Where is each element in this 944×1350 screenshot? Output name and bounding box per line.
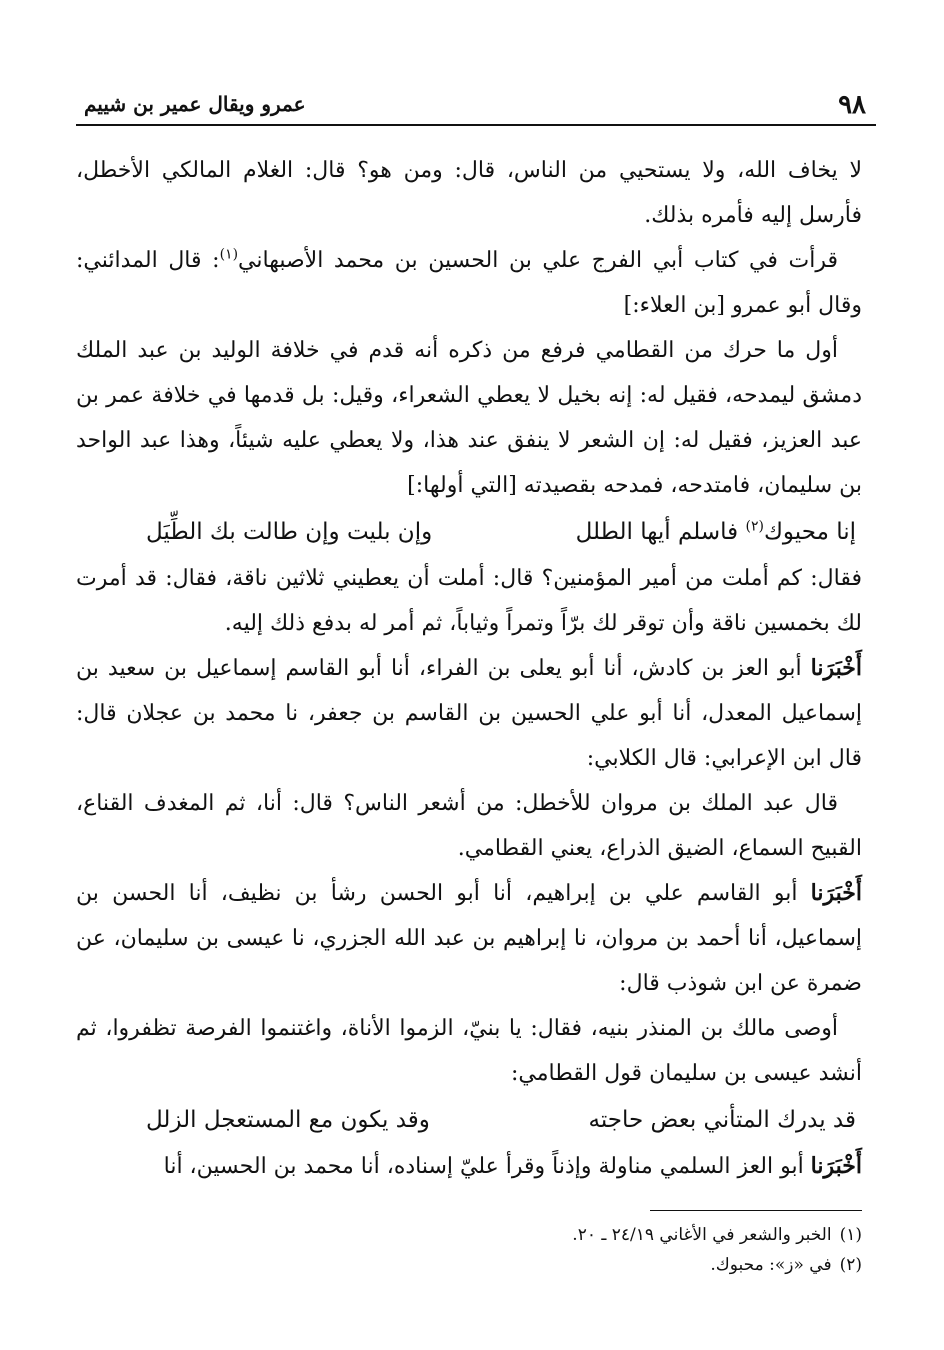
- akhbarana-lead: أَخْبَرَنا: [810, 880, 862, 906]
- verse-1: [76, 508, 862, 556]
- verse-2: [76, 1096, 862, 1144]
- paragraph-8: أوصى مالك بن المنذر بنيه، فقال: يا بنيّ، الزموا الأناة، واغتنموا الفرصة تظفروا، ثم أنشد عيسى بن سليمان قول القطامي:: [76, 1016, 862, 1086]
- verse-1-first-hemistich: [576, 508, 862, 556]
- verse-2-second-hemistich: وقد يكون مع المستعجل الزلل: [146, 1107, 430, 1133]
- akhbarana-lead: أَخْبَرَنا: [810, 655, 862, 681]
- page-header: [76, 86, 876, 126]
- main-text: [76, 148, 862, 1189]
- paragraph-9: [76, 1144, 862, 1189]
- paragraph-1: لا يخاف الله، ولا يستحيي من الناس، قال: ومن هو؟ قال: الغلام المالكي الأخطل، فأرسل إليه فأمره بذلك.: [76, 158, 862, 228]
- paragraph-4: فقال: كم أملت من أمير المؤمنين؟ قال: أملت أن يعطيني ثلاثين ناقة، فقال: قد أمرت لك بخمسين ناقة وأن توقر لك برّاً وتمراً وثياباً، ثم أمر له بدفع ذلك إليه.: [76, 566, 862, 636]
- footnote-number: (١): [839, 1225, 862, 1245]
- footnote-2: [400, 1250, 862, 1280]
- paragraph-6: قال عبد الملك بن مروان للأخطل: من أشعر الناس؟ قال: أنا، ثم المغدف القناع، القبيح السماع، الضيق الذراع، يعني القطامي.: [76, 791, 862, 861]
- verse-1-second-hemistich: وإن بليت وإن طالت بك الطِّيَل: [146, 519, 433, 545]
- verse-2-first-hemistich: قد يدرك المتأني بعض حاجته: [588, 1107, 856, 1133]
- page-number: ٩٨: [838, 90, 866, 120]
- footnote-text: في «ز»: محبوك.: [710, 1255, 832, 1275]
- footnotes: [400, 1220, 862, 1280]
- paragraph-5: [76, 646, 862, 781]
- paragraph-2-text-a: قرأت في كتاب أبي الفرج علي بن الحسين بن محمد الأصبهاني: [238, 248, 838, 273]
- paragraph-2-text-b: : قال المدائني: وقال أبو عمرو [بن العلاء:]: [76, 248, 862, 318]
- footnote-rule: [650, 1210, 862, 1211]
- paragraph-2: [76, 238, 862, 328]
- akhbarana-lead: أَخْبَرَنا: [810, 1153, 862, 1179]
- paragraph-5-text: أبو العز بن كادش، أنا أبو يعلى بن الفراء، أنا أبو القاسم إسماعيل بن سعيد بن إسماعيل المعدل، أنا أبو علي الحسين بن القاسم بن جعفر، نا محمد بن عجلان قال: قال ابن الإعرابي: قال الكلابي:: [76, 656, 862, 771]
- verse-1-first-hemistich-b: فاسلم أيها الطلل: [575, 519, 746, 545]
- paragraph-3: أول ما حرك من القطامي فرفع من ذكره أنه قدم في خلافة الوليد بن عبد الملك دمشق ليمدحه، فقيل له: إنه بخيل لا يعطي الشعراء، وقيل: بل قدمها في خلافة عمر بن عبد العزيز، فقيل له: إن الشعر لا ينفق عند هذا، ولا يعطي عليه شيئاً، وهذا عبد الواحد بن سليمان، فامتدحه، فمدحه بقصيدته [التي أولها:]: [76, 338, 862, 498]
- verse-1-first-hemistich-a: إنا محيوك: [763, 519, 856, 545]
- footnote-text: الخبر والشعر في الأغاني ٢٤/١٩ ـ ٢٠.: [572, 1225, 832, 1245]
- header-rule: [76, 124, 876, 126]
- running-title: عمرو ويقال عمير بن شييم: [84, 92, 306, 116]
- paragraph-9-text: أبو العز السلمي مناولة وإذناً وقرأ عليّ إسناده، أنا محمد بن الحسين، أنا: [163, 1154, 811, 1179]
- paragraph-7-text: أبو القاسم علي بن إبراهيم، أنا أبو الحسن رشأ بن نظيف، أنا الحسن بن إسماعيل، أنا أحمد بن مروان، نا إبراهيم بن عبد الله الجزري، نا عيسى بن سليمان، عن ضمرة عن ابن شوذب قال:: [76, 881, 862, 996]
- paragraph-7: [76, 871, 862, 1006]
- footnote-ref-2[interactable]: (٢): [745, 518, 764, 535]
- footnote-number: (٢): [839, 1255, 862, 1275]
- footnote-ref-1[interactable]: (١): [219, 246, 239, 263]
- footnote-1: [400, 1220, 862, 1250]
